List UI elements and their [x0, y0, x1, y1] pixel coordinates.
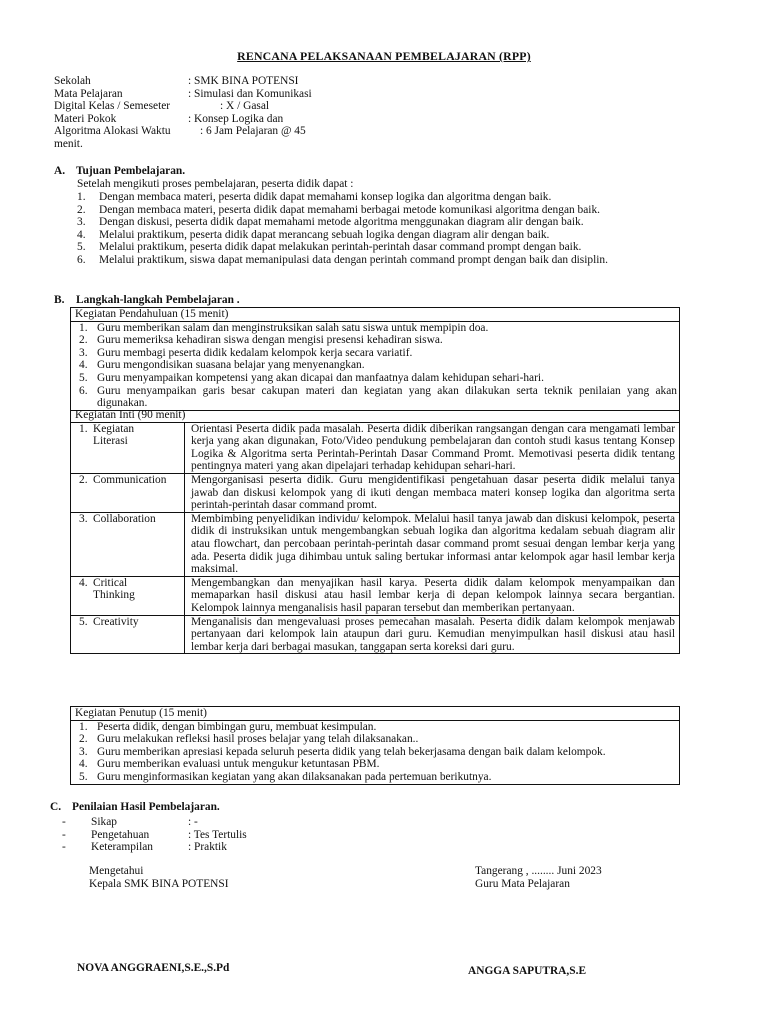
signature-right-name: ANGGA SAPUTRA,S.E [468, 965, 587, 977]
pendahuluan-list [71, 322, 679, 410]
table-penutup [70, 706, 680, 785]
row-text: Mengorganisasi peserta didik. Guru mengidentifikasi pengetahuan dasar peserta didik melalui tanya jawab dan diskusi kelompok yang di ikuti dengan membaca materi konsep logika dan algoritma serta perintah-perintah dasar command promt. [191, 473, 675, 512]
meta-key: Digital Kelas / Semeseter [54, 100, 171, 113]
signature-right-line1: Tangerang , ........ Juni 2023 [475, 865, 602, 877]
list-item: 1. Dengan membaca materi, peserta didik dapat memahami konsep logika dan algoritma dengan baik. [77, 191, 552, 203]
meta-value: : 6 Jam Pelajaran @ 45 [200, 125, 306, 138]
table-row [71, 474, 679, 513]
row-label: 4. Critical Thinking [71, 577, 185, 615]
list-item: 2. Dengan membaca materi, peserta didik dapat memahami berbagai metode komunikasi algoritma dengan baik. [77, 203, 601, 216]
list-item: 2. Guru memeriksa kehadiran siswa dengan mengisi presensi kehadiran siswa. [79, 334, 443, 347]
list-item: 2. Guru melakukan refleksi hasil proses belajar yang telah dilaksanakan.. [79, 733, 419, 746]
section-title: Penilaian Hasil Pembelajaran. [72, 801, 220, 813]
section-b-heading [54, 294, 240, 307]
objectives-list [77, 191, 682, 267]
signature-left-line2: Kepala SMK BINA POTENSI [89, 878, 229, 890]
list-item: 1. Peserta didik, dengan bimbingan guru, membuat kesimpulan. [79, 720, 377, 733]
table-inti [70, 409, 680, 654]
section-a-heading [54, 165, 185, 178]
list-item: 5. Guru menyampaikan kompetensi yang akan dicapai dan manfaatnya dalam kehidupan sehari-hari. [79, 371, 544, 384]
table-row [71, 616, 679, 654]
table-row [71, 423, 679, 474]
row-label: 5. Creativity [71, 616, 185, 654]
meta-value: : Konsep Logika dan [188, 112, 284, 125]
signature-left-name: NOVA ANGGRAENI,S.E.,S.Pd [77, 962, 230, 974]
signature-right-line2: Guru Mata Pelajaran [475, 878, 570, 890]
meta-key: menit. [54, 137, 83, 150]
table-header: Kegiatan Penutup (15 menit) [71, 707, 679, 721]
meta-row-mapel [54, 88, 384, 101]
section-letter: B. [54, 294, 65, 306]
meta-value: : SMK BINA POTENSI [188, 75, 299, 87]
row-text: Mengembangkan dan menyajikan hasil karya. Peserta didik dalam kelompok menyampaikan dan memaparkan hasil diskusi atau hasil lembar kerja di depan kelompok lainnya secara bergantian. Kelompok lainnya menganalisis hasil paparan tersebut dan memberikan pertanyaan. [191, 576, 675, 614]
list-item: 5. Guru menginformasikan kegiatan yang akan dilaksanakan pada pertemuan berikutnya. [79, 770, 492, 783]
meta-row-kelas [54, 100, 384, 113]
row-label: 1. Kegiatan Literasi [71, 423, 185, 473]
identity-block [54, 75, 384, 151]
section-letter: A. [54, 165, 66, 177]
list-item: 6. Guru menyampaikan garis besar cakupan materi dan kegiatan yang akan dilakukan serta teknik penilaian yang akan digunakan. [79, 384, 677, 410]
meta-row-materi [54, 113, 384, 126]
signature-left-line1: Mengetahui [89, 865, 144, 877]
row-text: Orientasi Peserta didik pada masalah. Peserta didik diberikan rangsangan dengan cara mengamati lembar kerja yang akan digunakan, Foto/Video pendukung pembelajaran dan contoh studi kasus tentang Konsep Logika & Algoritma serta Perintah-Perintah Dasar Command Promt. Memotivasi peserta didik tentang pentingnya materi yang akan dipelajari terhadap kehidupan sehari-hari. [191, 422, 675, 473]
table-row [71, 513, 679, 577]
meta-row-waktu [54, 125, 384, 138]
meta-key: Algoritma Alokasi Waktu [54, 125, 171, 138]
rpp-document: RENCANA PELAKSANAAN PEMBELAJARAN (RPP) Sekolah : SMK BINA POTENSI Mata Pelajaran : Simulasi dan Komunikasi Digital Kelas / Semeseter : X / Gasal Materi Pokok : Konsep Logika dan Algoritma Alokasi Waktu : 6 Jam Pelajaran @ 45 menit. A. Tujuan Pembelajaran. Setelah mengikuti proses pembelajaran, peserta didik dapat : 1. Dengan membaca materi, peserta didik dapat memahami konsep logika dan algoritma dengan baik. 2. Dengan membaca materi, peserta didik dapat memahami berbagai metode komunikasi algoritma dengan baik. 3. Dengan diskusi, peserta didik dapat memahami metode algoritma menggunakan diagram alir dengan baik. 4. Melalui praktikum, peserta didik dapat merancang sebuah logika dengan diagram alir dengan baik. 5. Melalui praktikum, peserta didik dapat melakukan perintah-perintah dasar command prompt dengan baik. 6. Melalui praktikum, siswa dapat memanipulasi data dengan perintah command prompt dengan baik dan disiplin. B. Langkah-langkah Pembelajaran . Kegiatan Pendahuluan (15 menit) 1. Guru memberikan salam dan menginstruksikan salah satu siswa untuk mempipin doa. 2. Guru memeriksa kehadiran siswa dengan mengisi presensi kehadiran siswa. 3. Guru membagi peserta didik kedalam kelompok kerja secara variatif. 4. Guru mengondisikan suasana belajar yang menyenangkan. 5. Guru menyampaikan kompetensi yang akan dicapai dan manfaatnya dalam kehidupan sehari-hari. 6. Guru menyampaikan garis besar cakupan materi dan kegiatan yang akan dilakukan serta teknik penilaian yang akan digunakan. Kegiatan Inti (90 menit) 1. Kegiatan Literasi Orientasi Peserta didik pada masalah. Peserta didik diberikan rangsangan dengan cara mengamati lembar kerja yang akan digunakan, Foto/Video pendukung pembelajaran dan contoh studi kasus tentang Konsep Logika & Algoritma serta Perintah-Perintah Dasar Command Promt. Memotivasi peserta didik tentang pentingnya materi yang akan dipelajari terhadap kehidupan sehari-hari. 2. Communication Mengorganisasi peserta didik. Guru mengidentifikasi pengetahuan dasar peserta didik melalui tanya jawab dan diskusi kelompok yang di ikuti dengan membaca materi konsep logika dan algoritma serta perintah-perintah dasar command promt. 3. Collaboration Membimbing penyelidikan individu/ kelompok. Melalui hasil tanya jawab dan diskusi kelompok, peserta didik di instruksikan untuk mengembangkan sebuah logika dan algoritma kedalam sebuah diagram alir atau flowchart, dan percobaan perintah-perintah dasar command promt sesuai dengan lembar kerja yang ada. Peserta didik juga dihimbau untuk saling bertukar informasi antar kelompok agar hasil lembar kerja maksimal. 4. Critical Thinking Mengembangkan dan menyajikan hasil karya. Peserta didik dalam kelompok menyampaikan dan memaparkan hasil diskusi atau hasil lembar kerja di depan kelompok lainnya secara bergantian. Kelompok lainnya menganalisis hasil paparan tersebut dan memberikan pertanyaan. 5. Creativity Menganalisis dan mengevaluasi proses pemecahan masalah. Peserta didik dalam kelompok menjawab pertanyaan dari kelompok lain ataupun dari guru. Kemudian menyimpulkan hasil diskusi atau hasil lembar kerja dari berbagai masukan, tanggapan serta koreksi dari guru. Kegiatan Penutup (15 menit) 1. Peserta didik, dengan bimbingan guru, membuat kesimpulan. 2. Guru melakukan refleksi hasil proses belajar yang telah dilaksanakan.. 3. Guru memberikan apresiasi kepada seluruh peserta didik yang telah bekerjasama dengan baik dalam kelompok. 4. Guru memberikan evaluasi untuk mengukur ketuntasan PBM. 5. Guru menginformasikan kegiatan yang akan dilaksanakan pada pertemuan berikutnya. C. Penilaian Hasil Pembelajaran. - Sikap : - - Pengetahuan : Tes Tertulis - Keterampilan : Praktik Mengetahui Kepala SMK BINA POTENSI NOVA ANGGRAENI,S.E.,S.Pd Tangerang , ........ Juni 2023 Guru Mata Pelajaran ANGGA SAPUTRA,S.E [0, 0, 768, 1024]
row-text: Membimbing penyelidikan individu/ kelompok. Melalui hasil tanya jawab dan diskusi kelompok, peserta didik di instruksikan untuk mengembangkan sebuah logika dan algoritma kedalam sebuah diagram alir atau flowchart, dan percobaan perintah-perintah dasar command promt sesuai dengan lembar kerja yang ada. Peserta didik juga dihimbau untuk saling bertukar informasi antar kelompok agar hasil lembar kerja maksimal. [191, 512, 675, 576]
row-label: 2. Communication [71, 474, 185, 512]
meta-key: Sekolah [54, 75, 91, 87]
list-item: 3. Guru memberikan apresiasi kepada seluruh peserta didik yang telah bekerjasama dengan baik dalam kelompok. [79, 745, 606, 758]
meta-key: Mata Pelajaran [54, 87, 123, 100]
list-item: 4. Guru memberikan evaluasi untuk mengukur ketuntasan PBM. [79, 758, 380, 771]
document-title: RENCANA PELAKSANAAN PEMBELAJARAN (RPP) [237, 49, 531, 63]
row-text: Menganalisis dan mengevaluasi proses pemecahan masalah. Peserta didik dalam kelompok menjawab pertanyaan dari kelompok lain ataupun dari guru. Kemudian menyimpulkan hasil diskusi atau hasil lembar kerja dari berbagai masukan, tanggapan serta koreksi dari guru. [191, 615, 675, 653]
list-item: 4. Melalui praktikum, peserta didik dapat merancang sebuah logika dengan diagram alir dengan baik. [77, 228, 550, 241]
list-item: 3. Dengan diskusi, peserta didik dapat memahami metode algoritma menggunakan diagram alir dengan baik. [77, 216, 584, 229]
meta-value: : Simulasi dan Komunikasi [188, 87, 312, 100]
table-header: Kegiatan Pendahuluan (15 menit) [71, 308, 679, 322]
section-a-intro: Setelah mengikuti proses pembelajaran, peserta didik dapat : [77, 178, 354, 190]
meta-value: : X / Gasal [220, 100, 270, 113]
section-title: Langkah-langkah Pembelajaran . [76, 294, 240, 306]
table-pendahuluan [70, 307, 680, 411]
penutup-list [71, 721, 679, 784]
list-item: 6. Melalui praktikum, siswa dapat memanipulasi data dengan perintah command prompt dengan baik dan disiplin. [77, 253, 608, 266]
list-item: 1. Guru memberikan salam dan menginstruksikan salah satu siswa untuk mempipin doa. [79, 321, 489, 334]
list-item: 4. Guru mengondisikan suasana belajar yang menyenangkan. [79, 359, 365, 372]
section-letter: C. [50, 801, 62, 813]
meta-row-sekolah [54, 75, 384, 88]
meta-row-menit [54, 138, 384, 151]
section-c-heading [50, 801, 220, 814]
meta-key: Materi Pokok [54, 112, 117, 125]
row-label: 3. Collaboration [71, 513, 185, 576]
table-header: Kegiatan Inti (90 menit) [71, 409, 679, 423]
list-item: 5. Melalui praktikum, peserta didik dapat melakukan perintah-perintah dasar command prompt dengan baik. [77, 241, 582, 254]
table-row [71, 577, 679, 616]
section-title: Tujuan Pembelajaran. [76, 165, 186, 177]
list-item: 3. Guru membagi peserta didik kedalam kelompok kerja secara variatif. [79, 346, 413, 359]
